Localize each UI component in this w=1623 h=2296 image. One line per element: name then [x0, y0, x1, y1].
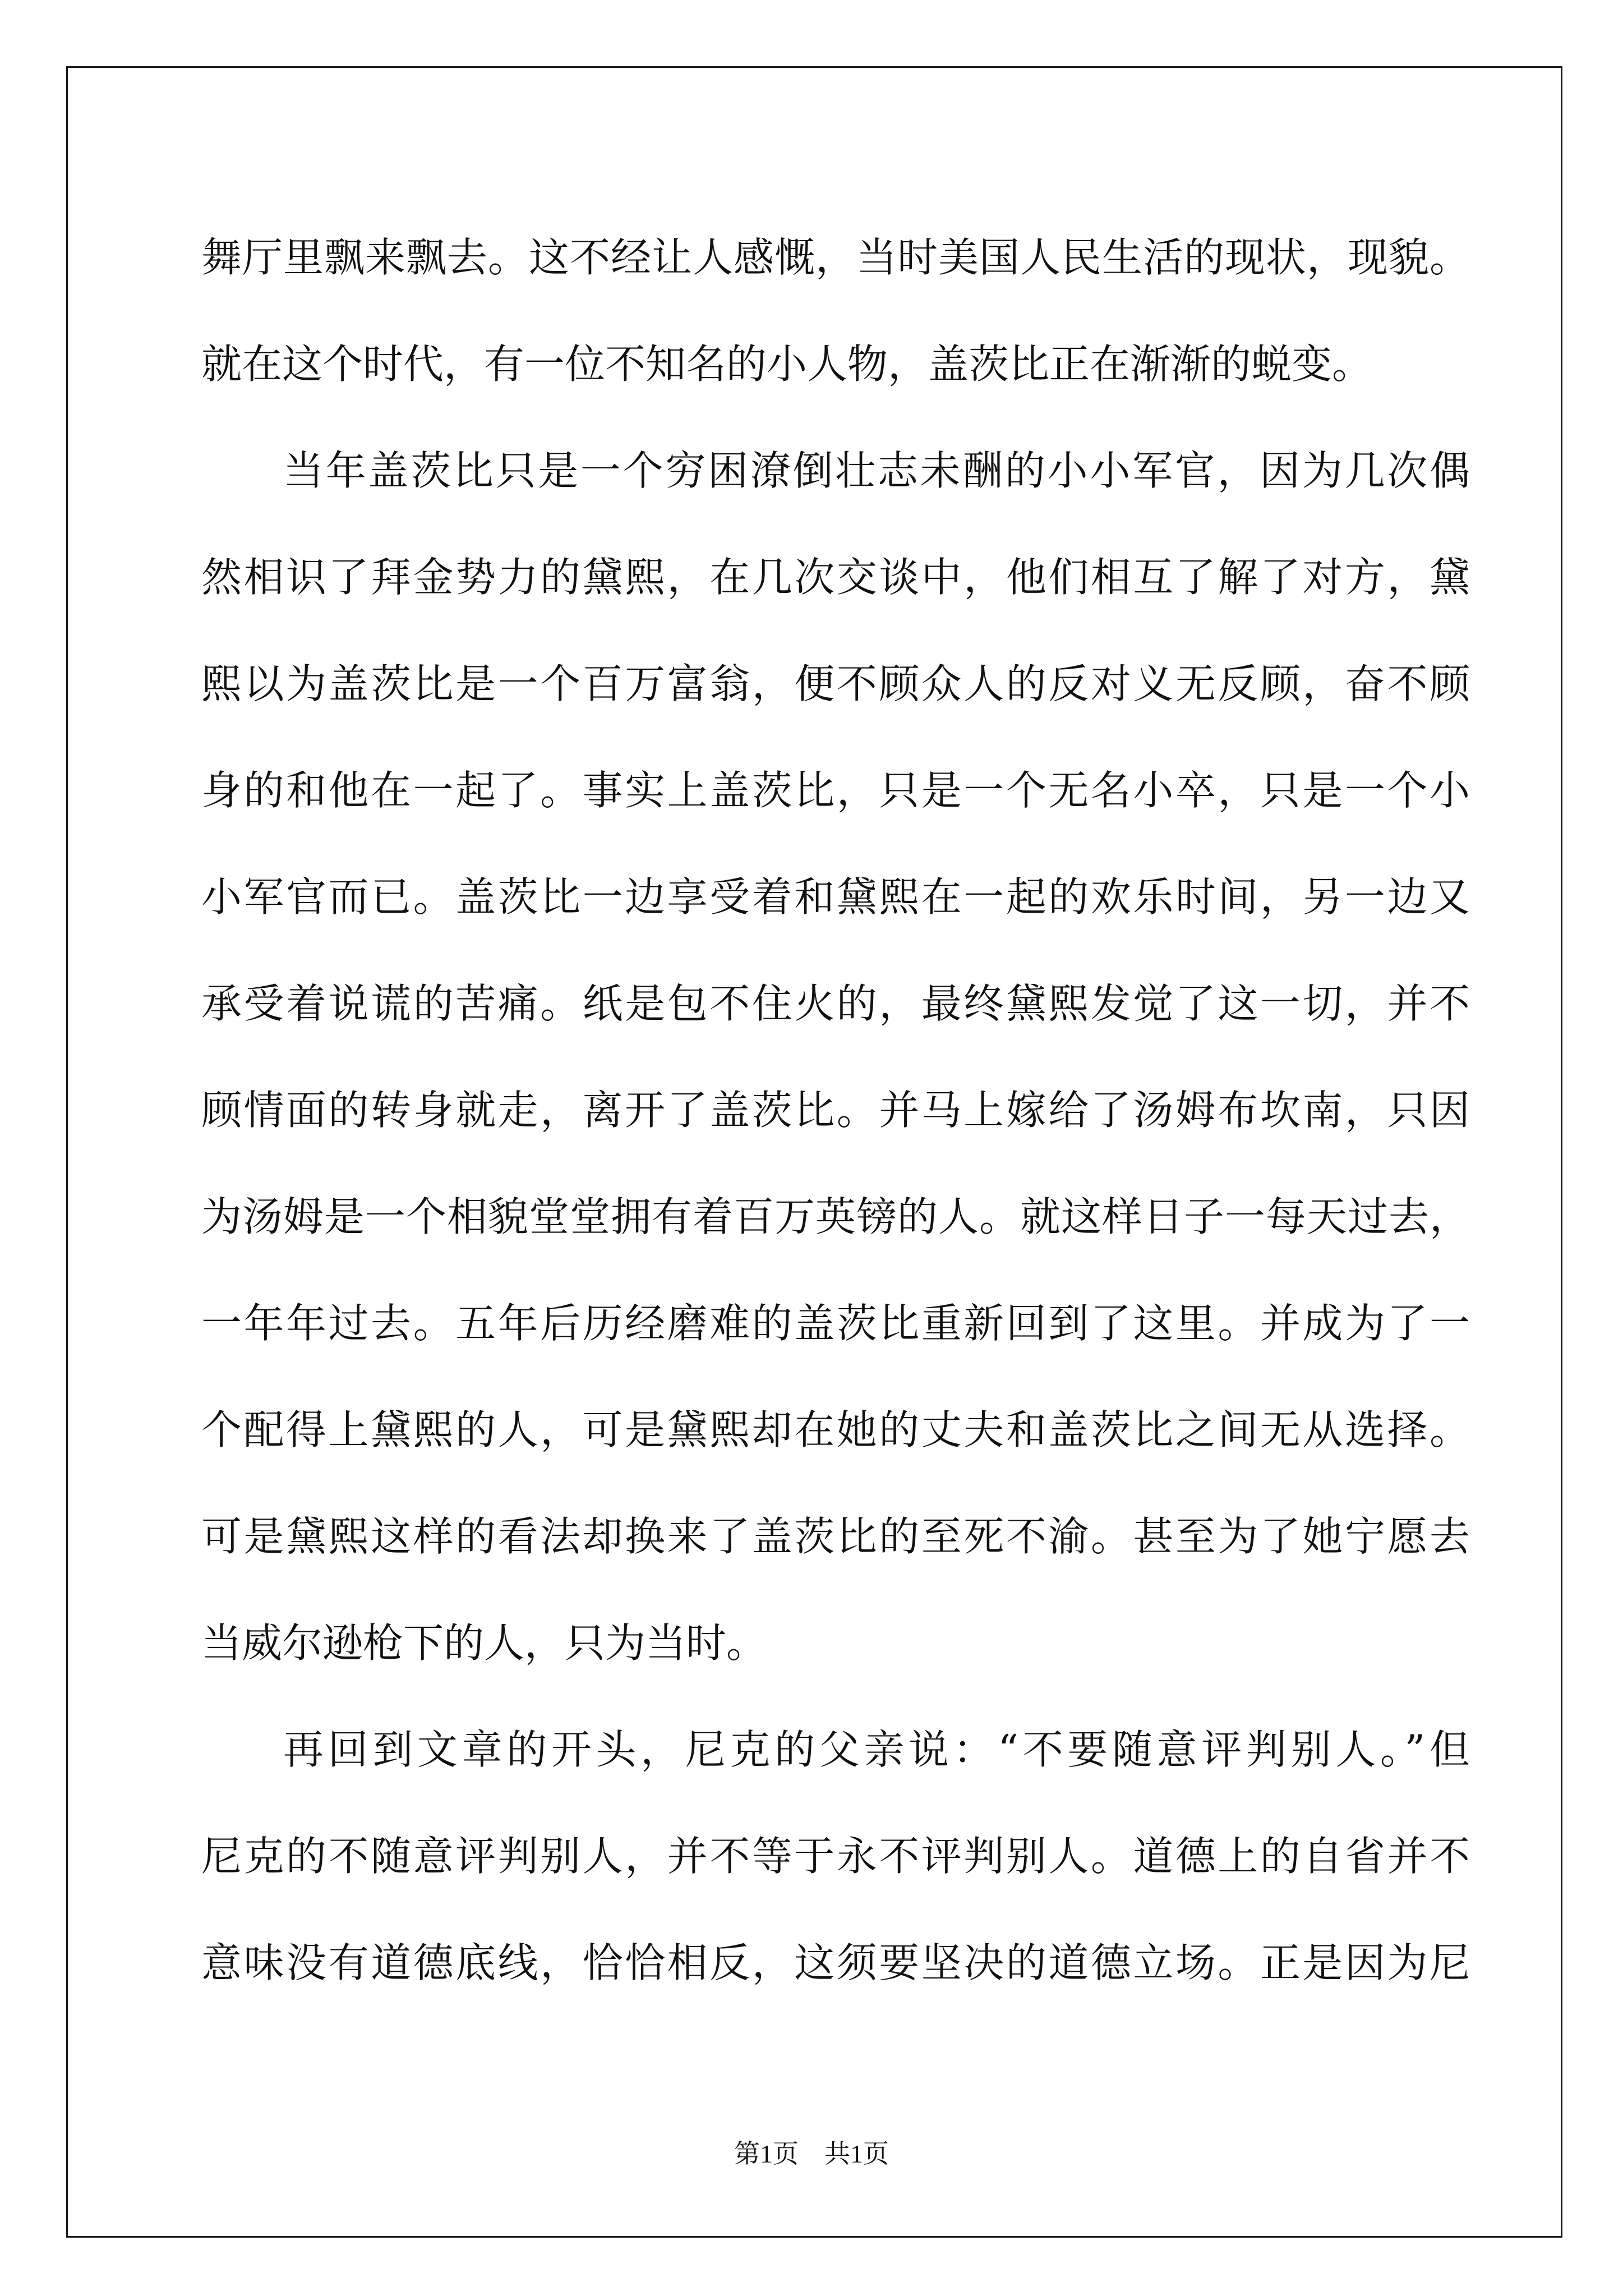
paragraph-2: [201, 417, 1470, 1696]
text-line: 当威尔逊枪下的人，只为当时。: [201, 1619, 767, 1667]
text-line: 舞厅里飘来飘去。这不经让人感慨，当时美国人民生活的现状，现貌。: [201, 234, 1470, 281]
text-line: 熙以为盖茨比是一个百万富翁，便不顾众人的反对义无反顾，奋不顾: [201, 660, 1470, 707]
text-line: 承受着说谎的苦痛。纸是包不住火的，最终黛熙发觉了这一切，并不: [201, 980, 1470, 1027]
text-line: 一年年过去。五年后历经磨难的盖茨比重新回到了这里。并成为了一: [201, 1300, 1470, 1347]
text-line: 尼克的不随意评判别人，并不等于永不评判别人。道德上的自省并不: [201, 1833, 1470, 1880]
text-line: 小军官而已。盖茨比一边享受着和黛熙在一起的欢乐时间，另一边又: [201, 873, 1470, 921]
text-line: 为汤姆是一个相貌堂堂拥有着百万英镑的人。就这样日子一每天过去，: [201, 1193, 1470, 1240]
text-line: 顾情面的转身就走，离开了盖茨比。并马上嫁给了汤姆布坎南，只因: [201, 1087, 1470, 1134]
paragraph-3: [201, 1696, 1470, 2016]
text-line: 可是黛熙这样的看法却换来了盖茨比的至死不渝。甚至为了她宁愿去: [201, 1513, 1470, 1560]
paragraph-1: [201, 204, 1470, 417]
text-line: 当年盖茨比只是一个穷困潦倒壮志未酬的小小军官，因为几次偶: [283, 447, 1470, 494]
body-text: [201, 204, 1470, 2016]
text-line: 个配得上黛熙的人，可是黛熙却在她的丈夫和盖茨比之间无从选择。: [201, 1406, 1470, 1453]
page-number-footer: 第1页 共1页: [734, 2139, 889, 2168]
text-line: 再回到文章的开头，尼克的父亲说：“不要随意评判别人。”但: [283, 1726, 1470, 1773]
text-line: 然相识了拜金势力的黛熙，在几次交谈中，他们相互了解了对方，黛: [201, 554, 1470, 601]
text-line: 意味没有道德底线，恰恰相反，这须要坚决的道德立场。正是因为尼: [201, 1939, 1470, 1986]
text-line: 身的和他在一起了。事实上盖茨比，只是一个无名小卒，只是一个小: [201, 767, 1470, 814]
text-line: 就在这个时代，有一位不知名的小人物，盖茨比正在渐渐的蜕变。: [201, 341, 1373, 388]
